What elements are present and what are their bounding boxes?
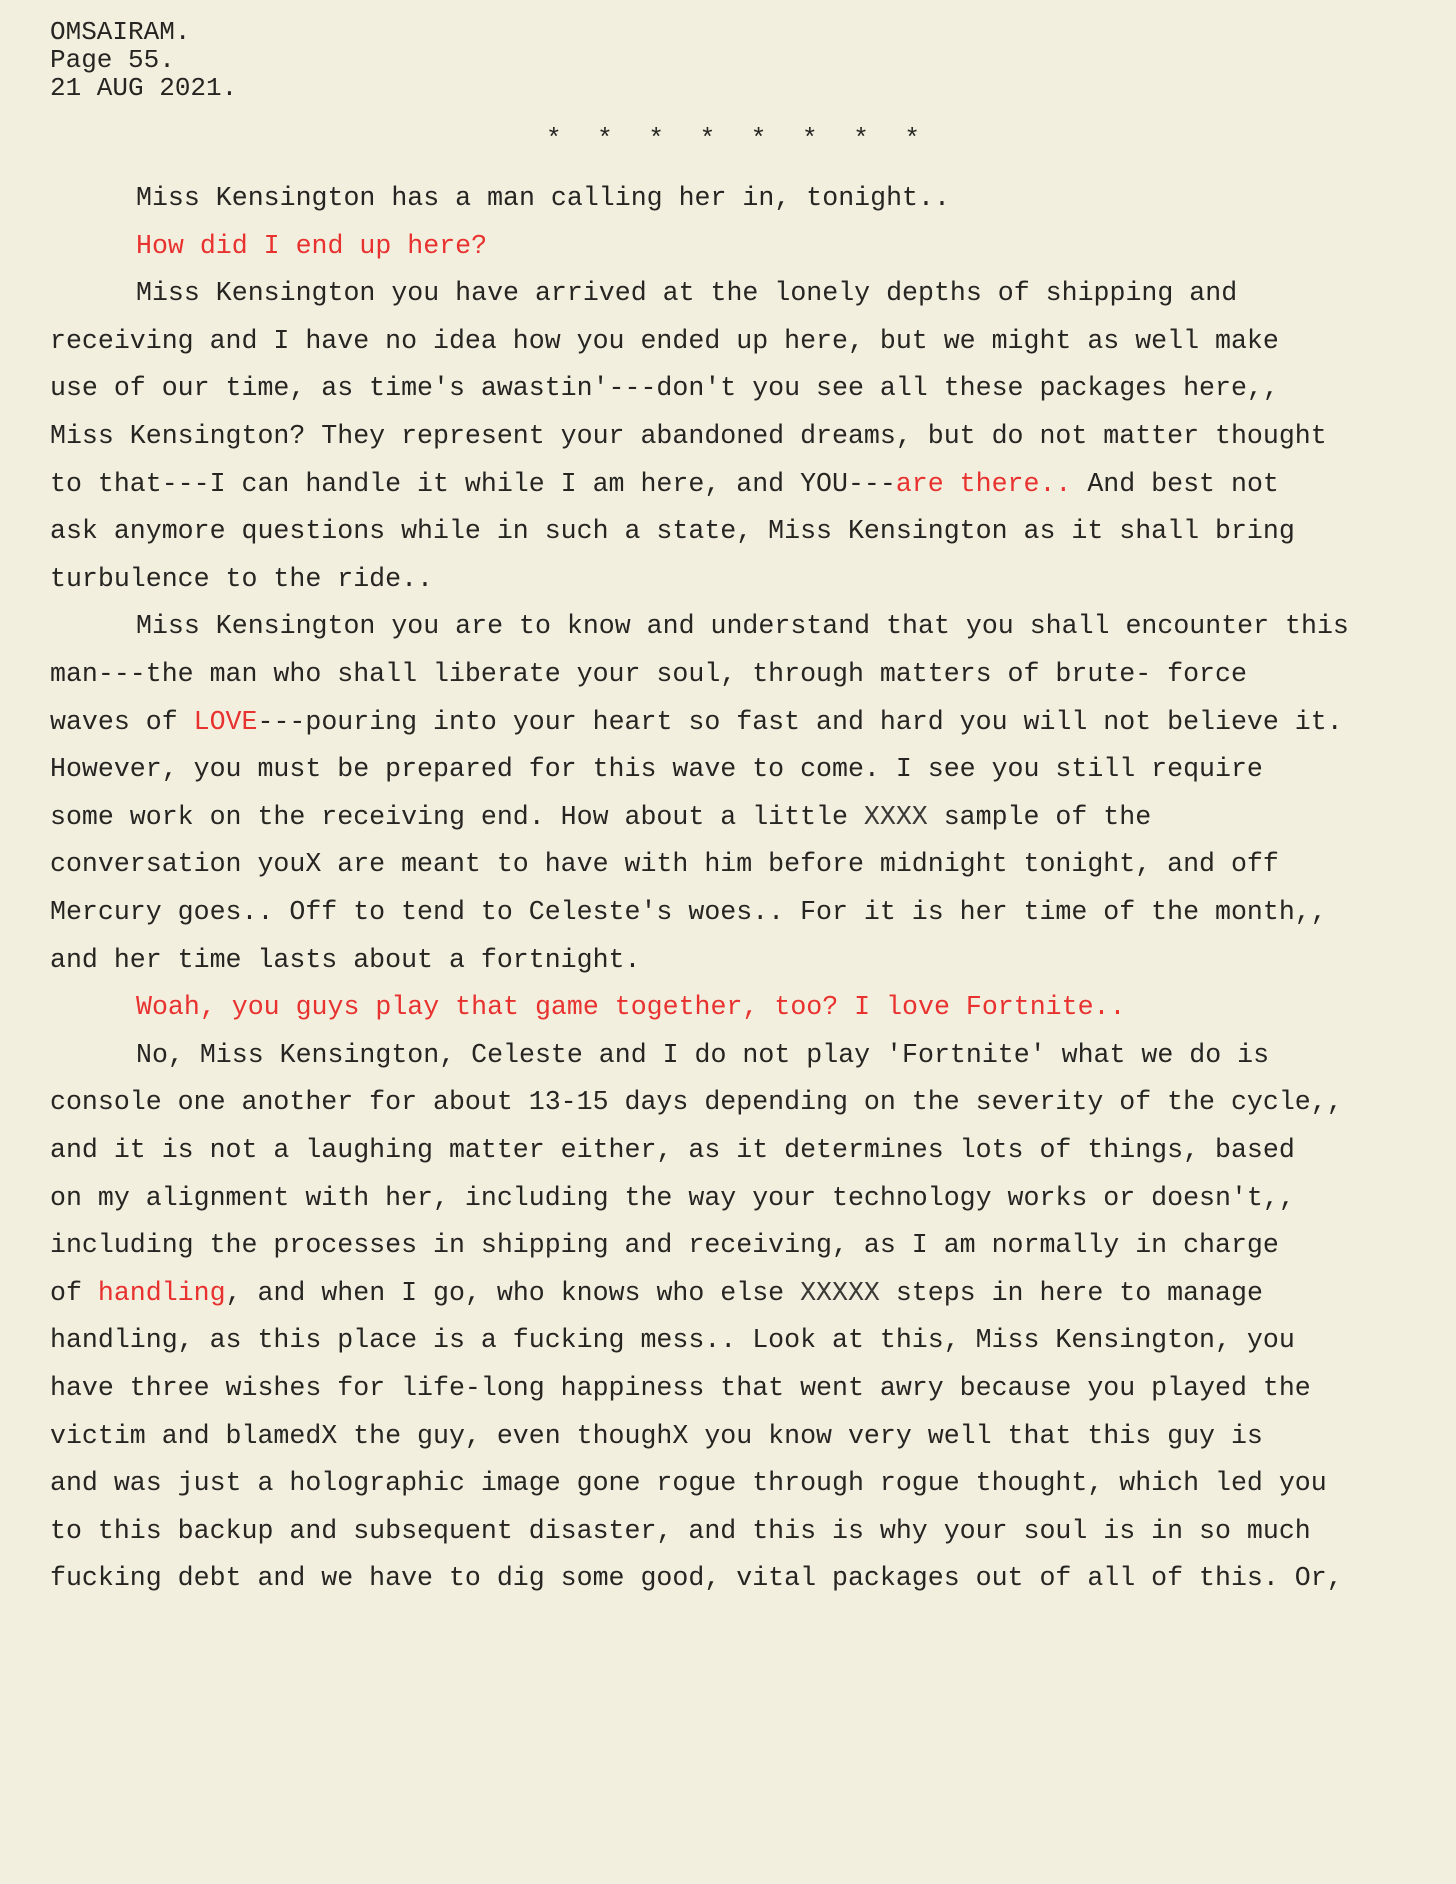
text-line <box>50 1463 1327 1503</box>
text-line <box>50 606 1349 646</box>
typed-text: Miss Kensington you have arrived at the lonely depths of shipping and <box>136 278 1238 309</box>
typed-text: to that---I can handle it while I am here, and YOU--- <box>50 468 896 499</box>
text-line <box>50 1082 1343 1122</box>
text-line <box>50 416 1327 456</box>
struck-out-text: XXXXX <box>800 1277 880 1308</box>
text-line <box>50 178 950 218</box>
asterisk-separator: * * * * * * * * <box>545 124 931 154</box>
text-line <box>50 1130 1295 1170</box>
typed-text: , and when I go, who knows who else <box>225 1277 801 1308</box>
typed-text: have three wishes for life-long happiness that went awry because you played the <box>50 1373 1311 1403</box>
text-line <box>50 1511 1311 1551</box>
text-line <box>50 844 1279 884</box>
page-header <box>50 18 237 102</box>
text-line <box>50 892 1327 932</box>
typed-text: man---the man who shall liberate your soul, through matters of brute- force <box>50 659 1247 689</box>
text-line <box>50 749 1263 789</box>
text-line <box>50 1320 1295 1360</box>
typed-text: And best not <box>1071 468 1279 499</box>
red-typed-text: LOVE <box>193 706 258 737</box>
text-line <box>50 702 1343 742</box>
text-line <box>50 1416 1263 1456</box>
text-line <box>50 464 1279 504</box>
text-line <box>50 321 1279 361</box>
typed-text: console one another for about 13-15 days depending on the severity of the cycle,, <box>50 1087 1343 1118</box>
typed-text: fucking debt and we have to dig some good, vital packages out of all of this. Or, <box>50 1563 1343 1594</box>
typed-text: turbulence to the ride.. <box>50 563 434 594</box>
text-line <box>50 1368 1311 1408</box>
typed-text: sample of the <box>927 801 1152 832</box>
text-line <box>50 226 487 266</box>
text-line <box>50 1558 1343 1598</box>
typed-text: and her time lasts about a fortnight. <box>50 944 641 975</box>
typed-text: and was just a holographic image gone rogue through rogue thought, which led you <box>50 1468 1327 1499</box>
typed-text: conversation youX are meant to have with him before midnight tonight, and off <box>50 849 1279 880</box>
typed-text: ask anymore questions while in such a state, Miss Kensington as it shall bring <box>50 516 1295 547</box>
typed-text: steps in here to manage <box>879 1277 1263 1308</box>
text-line <box>50 987 1125 1027</box>
typed-text: No, Miss Kensington, Celeste and I do not play 'Fortnite' what we do is <box>136 1039 1270 1070</box>
red-typed-text: Woah, you guys play that game together, too? I love Fortnite.. <box>136 992 1126 1023</box>
typed-text: and it is not a laughing matter either, as it determines lots of things, based <box>50 1135 1295 1165</box>
header-page-number: Page 55. <box>50 45 175 75</box>
typed-text: Miss Kensington has a man calling her in, tonight.. <box>136 183 950 213</box>
typed-text: use of our time, as time's awastin'---don't you see all these packages here,, <box>50 373 1279 404</box>
typed-text: handling, as this place is a fucking mess.. Look at this, Miss Kensington, you <box>50 1325 1295 1356</box>
typed-text: of <box>50 1277 98 1308</box>
text-line <box>50 1225 1279 1265</box>
header-line-1: OMSAIRAM. <box>50 17 191 47</box>
typed-text: some work on the receiving end. How about a little <box>50 801 864 832</box>
header-date: 21 AUG 2021. <box>50 73 238 103</box>
red-typed-text: How did I end up here? <box>136 230 488 261</box>
struck-out-text: XXXX <box>863 801 928 832</box>
typed-text: Miss Kensington you are to know and understand that you shall encounter this <box>136 611 1349 642</box>
text-line <box>50 940 640 980</box>
text-line <box>50 511 1295 551</box>
text-line <box>50 1178 1295 1218</box>
text-line <box>50 368 1279 408</box>
text-line <box>50 1035 1269 1075</box>
typed-text: receiving and I have no idea how you ended up here, but we might as well make <box>50 325 1279 356</box>
text-line <box>50 559 433 599</box>
typed-text: victim and blamedX the guy, even thoughX you know very well that this guy is <box>50 1420 1263 1451</box>
typed-text: Mercury goes.. Off to tend to Celeste's woes.. For it is her time of the month,, <box>50 897 1327 927</box>
typed-text: including the processes in shipping and receiving, as I am normally in charge <box>50 1230 1279 1261</box>
text-line <box>50 797 1151 837</box>
typed-text: ---pouring into your heart so fast and hard you will not believe it. <box>257 706 1343 737</box>
typed-text: on my alignment with her, including the way your technology works or doesn't,, <box>50 1182 1295 1213</box>
typed-text: waves of <box>50 706 194 737</box>
red-typed-text: handling <box>97 1277 226 1308</box>
text-line <box>50 1273 1263 1313</box>
typed-text: to this backup and subsequent disaster, and this is why your soul is in so much <box>50 1515 1311 1546</box>
text-line <box>50 654 1247 694</box>
red-typed-text: are there.. <box>895 468 1072 499</box>
typed-text: Miss Kensington? They represent your abandoned dreams, but do not matter thought <box>50 421 1327 451</box>
typed-text: However, you must be prepared for this wave to come. I see you still require <box>50 754 1263 785</box>
text-line <box>50 273 1237 313</box>
